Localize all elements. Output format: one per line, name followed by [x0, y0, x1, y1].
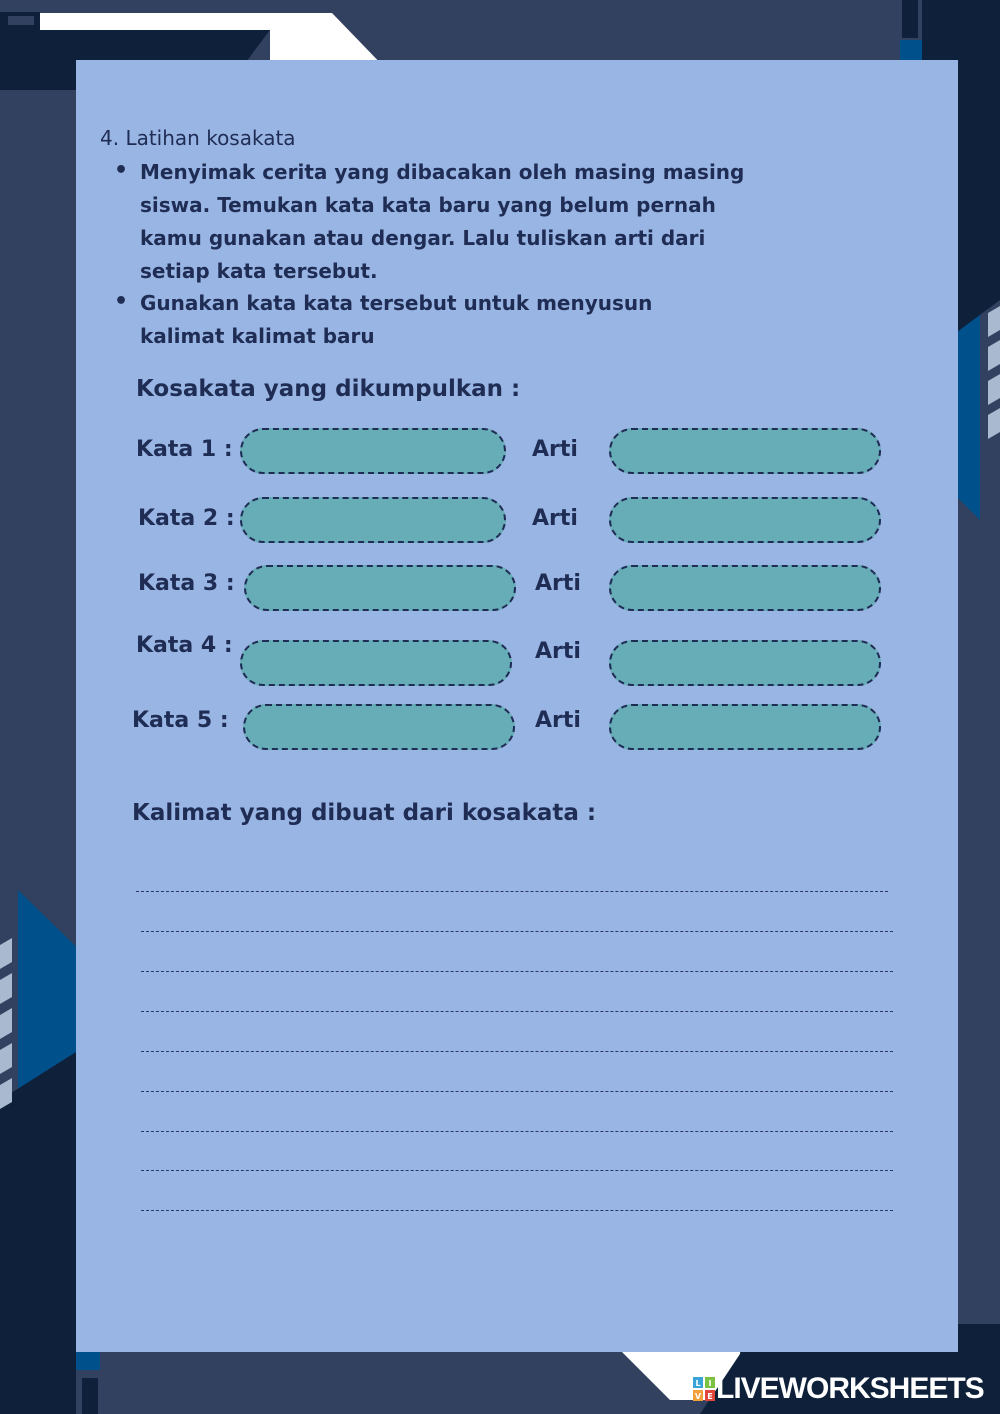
- word-input[interactable]: [243, 704, 515, 750]
- meaning-input[interactable]: [609, 565, 881, 611]
- brand-name: LIVEWORKSHEETS: [716, 1372, 984, 1405]
- vocab-title: Kosakata yang dikumpulkan :: [136, 376, 521, 402]
- sentence-line[interactable]: [141, 931, 893, 932]
- sentence-line[interactable]: [141, 971, 893, 972]
- instruction-bullet-1: Menyimak cerita yang dibacakan oleh masing masing siswa. Temukan kata kata baru yang belum pernah kamu gunakan atau dengar. Lalu tuliskan arti dari setiap kata tersebut.: [140, 160, 745, 283]
- meaning-label: Arti: [535, 708, 581, 733]
- liveworksheets-logo-icon: [693, 1377, 715, 1401]
- word-label: Kata 2 :: [138, 506, 235, 531]
- word-label: Kata 4 :: [136, 633, 233, 658]
- meaning-label: Arti: [532, 437, 578, 462]
- word-label: Kata 1 :: [136, 437, 233, 462]
- logo-letter-e: E: [707, 1392, 713, 1401]
- word-label: Kata 5 :: [132, 708, 229, 733]
- bullet-dot: •: [114, 289, 129, 314]
- sentence-line[interactable]: [141, 1210, 893, 1211]
- meaning-input[interactable]: [609, 704, 881, 750]
- meaning-input[interactable]: [609, 640, 881, 686]
- meaning-label: Arti: [535, 571, 581, 596]
- logo-letter-i: I: [708, 1379, 712, 1388]
- sentence-line[interactable]: [141, 1091, 893, 1092]
- logo-letter-v: V: [694, 1392, 702, 1401]
- sentence-line[interactable]: [136, 891, 888, 892]
- sentence-line[interactable]: [141, 1011, 893, 1012]
- word-input[interactable]: [244, 565, 516, 611]
- meaning-input[interactable]: [609, 497, 881, 543]
- word-input[interactable]: [240, 640, 512, 686]
- meaning-input[interactable]: [609, 428, 881, 474]
- sentence-line[interactable]: [141, 1051, 893, 1052]
- instruction-bullet-2: Gunakan kata kata tersebut untuk menyusun kalimat kalimat baru: [140, 291, 653, 348]
- meaning-label: Arti: [532, 506, 578, 531]
- word-input[interactable]: [240, 428, 506, 474]
- sentence-line[interactable]: [141, 1170, 893, 1171]
- bullet-dot: •: [114, 158, 129, 183]
- exercise-heading: 4. Latihan kosakata: [100, 126, 296, 150]
- word-input[interactable]: [240, 497, 506, 543]
- sentence-line[interactable]: [141, 1131, 893, 1132]
- logo-letter-l: L: [695, 1379, 701, 1388]
- word-label: Kata 3 :: [138, 571, 235, 596]
- sentences-title: Kalimat yang dibuat dari kosakata :: [132, 800, 597, 826]
- meaning-label: Arti: [535, 639, 581, 664]
